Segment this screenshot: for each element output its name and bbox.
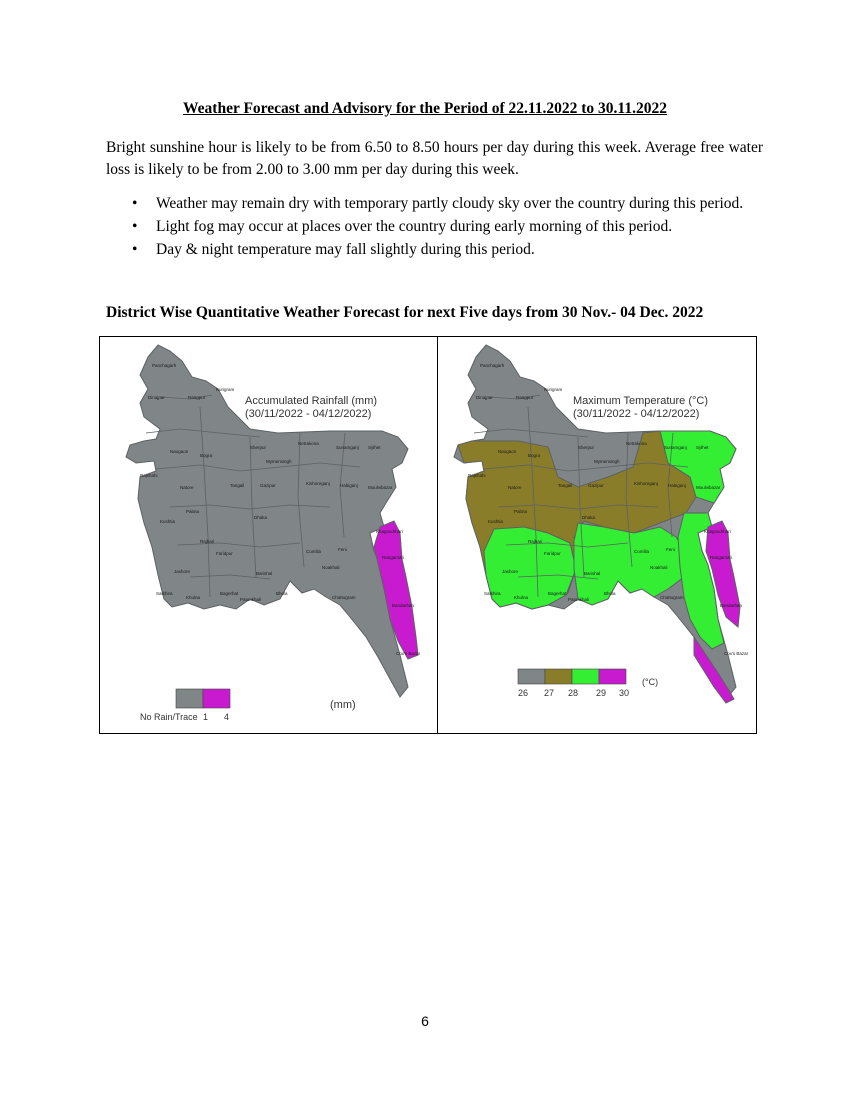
district-label: Kishoreganj [634,481,659,486]
district-label: Mymensingh [266,459,292,464]
district-label: Sunamganj [664,445,688,450]
district-label: Chattogram [332,595,356,600]
district-label: Cox's Bazar [396,651,421,656]
district-label: Habiganj [668,483,687,488]
district-label: Satkhira [484,591,501,596]
legend-swatch [203,689,230,708]
district-label: Kushtia [160,519,176,524]
district-label: Comilla [634,549,650,554]
district-label: Gazipur [588,483,605,488]
district-label: Tangail [558,483,573,488]
temperature-map-cell [437,337,756,733]
district-label: Bandarban [392,603,415,608]
district-label: Rajbari [528,539,543,544]
district-label: Chattogram [660,595,684,600]
district-label: Natore [180,485,194,490]
district-label: Panchagarh [480,363,505,368]
district-label: Bagerhat [220,591,239,596]
district-label: Khagrachhari [376,529,403,534]
bullet-icon: • [132,195,138,212]
district-label: Dhaka [254,515,268,520]
district-label: Sherpur [250,445,267,450]
district-label: Bagerhat [548,591,567,596]
district-label: Khagrachhari [704,529,732,534]
district-label: Panchagarh [152,363,177,368]
district-label: Sherpur [578,445,595,450]
temperature-map [438,337,756,733]
map-period-text: (30/11/2022 - 04/12/2022) [573,408,700,420]
district-label: Rajshahi [140,473,158,478]
advisory-text: Light fog may occur at places over the country during early morning of this period. [156,218,673,235]
advisory-item [106,239,763,261]
legend-label: 1 [203,712,209,722]
district-label: Jashore [502,569,519,574]
district-label: Satkhira [156,591,173,596]
district-label: Gazipur [260,483,276,488]
rainfall-map-title [245,395,377,420]
district-label: Feni [338,547,347,552]
bullet-icon: • [132,218,138,235]
district-label: Rajbari [200,539,215,544]
district-label: Kurigram [216,387,235,392]
district-label: Natore [508,485,522,490]
district-label: Bandarban [720,603,743,608]
map-title-text: Maximum Temperature (°C) [573,395,709,407]
district-label: Kushtia [488,519,504,524]
map-period-text: (30/11/2022 - 04/12/2022) [245,408,372,420]
district-label: Pabna [186,509,200,514]
district-label: Sylhet [368,445,381,450]
advisory-item [106,216,763,238]
district-label: Patuakhali [568,597,590,602]
forecast-maps-table [99,336,757,734]
district-label: Barishal [584,571,601,576]
district-label: Rangamati [710,555,733,560]
legend-label: 28 [568,688,579,698]
legend-swatch [176,689,203,708]
district-label: Sylhet [696,445,709,450]
district-label: Cox's Bazar [724,651,749,656]
district-label: Netrakona [298,441,319,446]
district-label: Moulvibazar [696,485,721,490]
district-label: Kishoreganj [306,481,330,486]
forecast-subtitle: District Wise Quantitative Weather Forecast for next Five days from 30 Nov.- 04 Dec. 2022 [106,304,704,321]
district-label: Naogaon [170,449,189,454]
legend-label: No Rain/Trace [140,712,198,722]
legend-swatch [599,669,626,684]
advisory-text: Day & night temperature may fall slightly during this period. [156,241,535,258]
advisory-list [106,193,763,262]
document-title: Weather Forecast and Advisory for the Period of 22.11.2022 to 30.11.2022 [183,100,667,117]
temperature-legend [518,669,658,698]
page-number: 6 [421,1013,429,1029]
district-label: Comilla [306,549,322,554]
district-label: Netrakona [626,441,648,446]
map-title-text: Accumulated Rainfall (mm) [245,395,378,407]
district-label: Tangail [230,483,245,488]
legend-label: 29 [596,688,607,698]
district-label: Dinajpur [148,395,165,400]
legend-unit: (°C) [642,677,659,687]
district-label: Faridpur [544,551,562,556]
district-label: Moulvibazar [368,485,393,490]
bullet-icon: • [132,241,138,258]
district-label: Feni [666,547,676,552]
district-label: Dhaka [582,515,596,520]
district-label: Noakhali [650,565,668,570]
district-label: Rangamati [382,555,404,560]
district-label: Patuakhali [240,597,262,602]
legend-label: 30 [619,688,630,698]
rainfall-map [100,337,438,733]
district-label: Bhola [604,591,616,596]
rainfall-legend [140,689,356,722]
district-label: Noakhali [322,565,340,570]
legend-label: 26 [518,688,529,698]
district-label: Bogra [200,453,213,458]
legend-swatch [572,669,599,684]
district-label: Rangpur [516,395,534,400]
district-label: Khulna [186,595,201,600]
rainfall-map-cell [100,337,437,733]
district-label: Bogra [528,453,541,458]
district-label: Bhola [276,591,288,596]
district-label: Dinajpur [476,395,494,400]
temperature-map-title [573,395,708,420]
district-label: Kurigram [544,387,563,392]
district-label: Mymensingh [594,459,620,464]
legend-swatch [518,669,545,684]
legend-unit: (mm) [330,699,356,711]
legend-swatch [545,669,572,684]
district-label: Pabna [514,509,528,514]
advisory-item [106,193,763,215]
district-label: Barishal [256,571,273,576]
district-label: Jashore [174,569,191,574]
district-label: Rajshahi [468,473,486,478]
legend-label: 4 [224,712,230,722]
district-label: Faridpur [216,551,233,556]
district-label: Naogaon [498,449,517,454]
district-label: Habiganj [340,483,358,488]
district-label: Rangpur [188,395,206,400]
district-label: Khulna [514,595,529,600]
district-label: Sunamganj [336,445,359,450]
legend-label: 27 [544,688,555,698]
sunshine-paragraph: Bright sunshine hour is likely to be from 6.50 to 8.50 hours per day during this week. Average free water loss is likely to be from 2.00 to 3.00 mm per day during this week. [106,139,763,178]
advisory-text: Weather may remain dry with temporary partly cloudy sky over the country during this period. [156,195,744,212]
